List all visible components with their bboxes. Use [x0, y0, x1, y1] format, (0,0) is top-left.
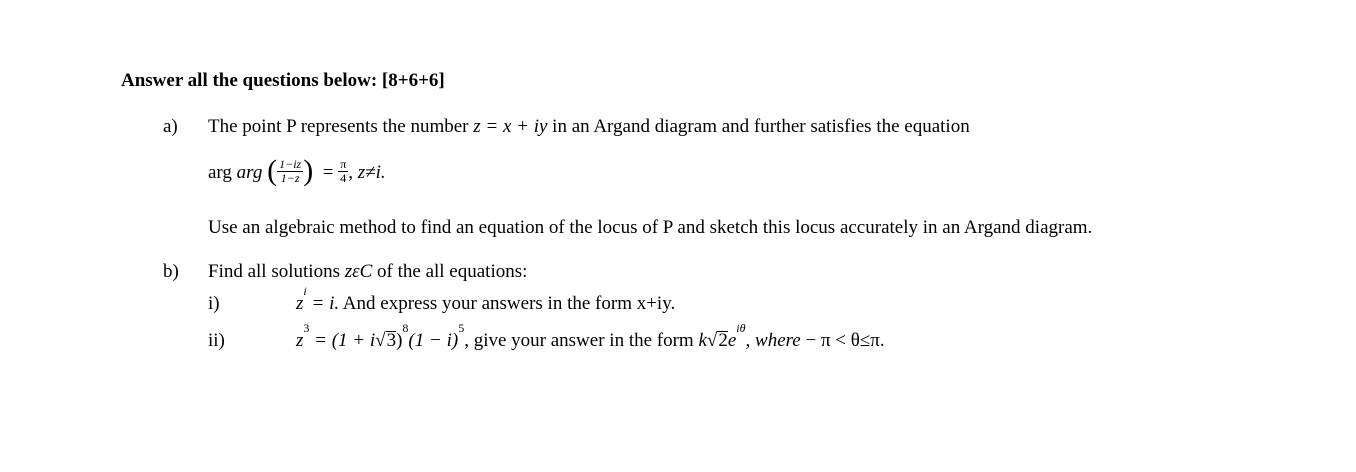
part-ii-form-e: e: [727, 330, 737, 351]
eq-close-paren: ): [303, 153, 314, 187]
eq-fraction: [277, 158, 303, 185]
part-ii-exp2: 5: [458, 321, 465, 335]
part-ii-eq-part3: (1 − i): [408, 330, 459, 351]
eq-open-paren: (: [267, 153, 278, 187]
part-ii-exp1: 8: [402, 321, 409, 335]
question-a-line1-math: z = x + iy: [473, 116, 548, 137]
part-ii-form-range: − π < θ≤π.: [800, 330, 885, 351]
eq-condition: , z≠i.: [348, 161, 386, 183]
question-a-label: a): [163, 116, 178, 137]
part-ii-form-k: k: [698, 330, 707, 351]
question-a-equation: [208, 153, 386, 187]
question-b-intro-suffix: of the all equations:: [372, 261, 528, 282]
question-a-line1-prefix: The point P represents the number: [208, 116, 474, 137]
question-b-intro: [208, 261, 527, 283]
part-ii-base: z: [296, 330, 304, 351]
eq-arg-word: arg: [208, 161, 232, 183]
part-i-text: And express your answers in the form x+iy.: [339, 293, 676, 314]
part-i-eq-rhs: = i.: [306, 293, 340, 314]
part-ii-eq-part2: ): [396, 330, 403, 351]
eq-rhs-denominator: 4: [340, 171, 347, 185]
eq-arg-italic: arg: [236, 161, 263, 183]
part-ii-form-sqrt-content: 2: [718, 330, 728, 351]
part-i-content: [296, 284, 676, 315]
eq-rhs-fraction: [338, 158, 348, 185]
instructions-heading: Answer all the questions below: [8+6+6]: [121, 70, 445, 91]
part-ii-form-where: , where: [745, 330, 801, 351]
eq-rhs-numerator: π: [340, 157, 347, 171]
question-b-label: b): [163, 261, 179, 282]
part-ii-sqrt-content: 3: [386, 330, 397, 351]
question-b-intro-prefix: Find all solutions: [208, 261, 345, 282]
part-ii-form-sqrt-symbol: √: [706, 330, 718, 351]
part-i-label: i): [208, 293, 220, 314]
part-ii-eq-part1: = (1 + i: [309, 330, 376, 351]
eq-frac-numerator: 1−iz: [279, 157, 302, 171]
part-i-exponent: i: [303, 284, 307, 298]
part-ii-form-exp: iθ: [736, 321, 746, 335]
part-ii-text: , give your answer in the form: [464, 330, 699, 351]
part-ii-sqrt-symbol: √: [375, 330, 386, 351]
eq-frac-denominator: 1−z: [280, 171, 300, 185]
eq-equals: =: [322, 161, 334, 183]
part-ii-label: ii): [208, 330, 225, 351]
part-ii-exponent: 3: [303, 321, 310, 335]
question-b-intro-math: zεC: [344, 261, 373, 282]
part-i-base: z: [296, 293, 304, 314]
question-a-line1: [208, 116, 970, 138]
question-a-line1-suffix: in an Argand diagram and further satisfies the equation: [547, 116, 970, 137]
question-a-line3: Use an algebraic method to find an equation of the locus of P and sketch this locus accurately in an Argand diagram.: [208, 217, 1093, 238]
